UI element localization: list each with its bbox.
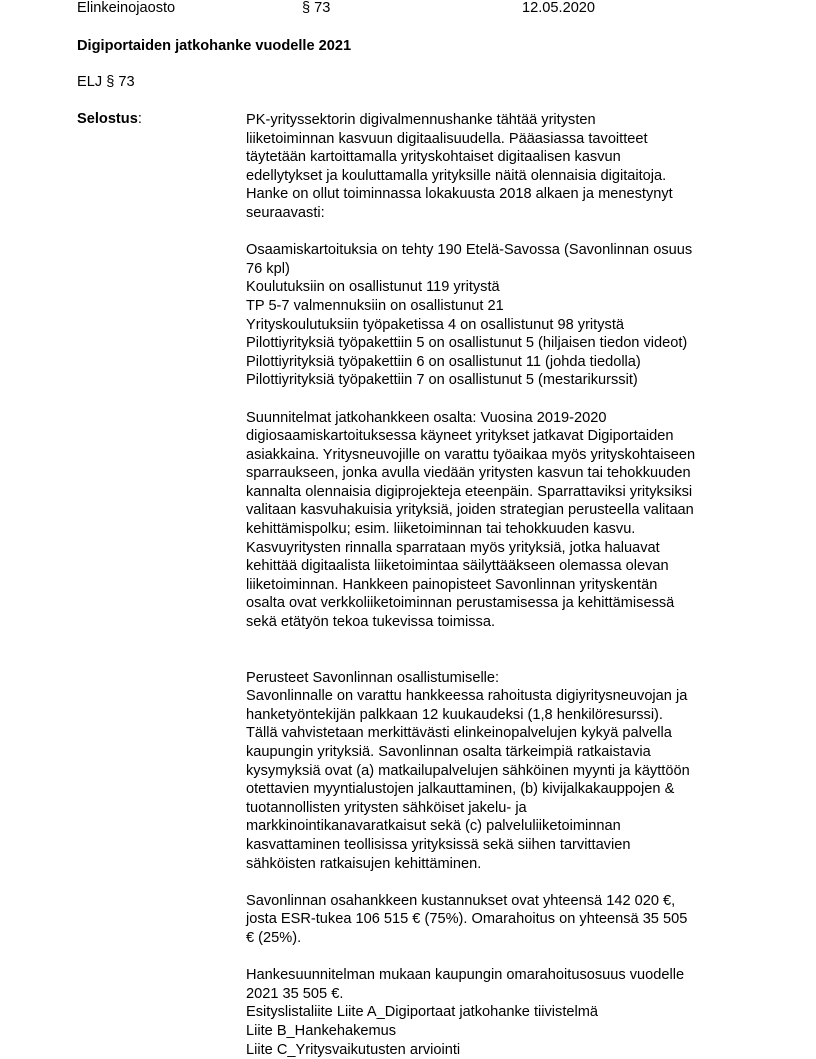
- plans-line: asiakkaina. Yritysneuvojille on varattu työaikaa myös yrityskohtaiseen: [246, 446, 786, 465]
- closing-paragraph: [246, 966, 786, 1059]
- meeting-date: 12.05.2020: [522, 0, 595, 16]
- grounds-line: kaupungin yrityksiä. Savonlinnan osalta tärkeimpiä ratkaistavia: [246, 743, 786, 762]
- plans-line: kannalta olennaisia digiprojekteja eteenpäin. Sparrattaviksi yrityksiksi: [246, 483, 786, 502]
- grounds-line: Tällä vahvistetaan merkittävästi elinkeinopalvelujen kykyä palvella: [246, 724, 786, 743]
- results-line: Pilottiyrityksiä työpakettiin 7 on osallistunut 5 (mestarikurssit): [246, 371, 786, 390]
- attachment-line: Liite B_Hankehakemus: [246, 1022, 786, 1041]
- intro-line: PK-yrityssektorin digivalmennushanke tähtää yritysten: [246, 111, 786, 130]
- intro-line: edellytykset ja kouluttamalla yrityksille näitä olennaisia digitaitoja.: [246, 167, 786, 186]
- results-line: TP 5-7 valmennuksiin on osallistunut 21: [246, 297, 786, 316]
- section-label-text: Selostus: [77, 111, 138, 127]
- grounds-line: kysymyksiä ovat (a) matkailupalvelujen sähköinen myynti ja käyttöön: [246, 762, 786, 781]
- grounds-line: tuotannollisten yritysten sähköiset jakelu- ja: [246, 799, 786, 818]
- costs-paragraph: [246, 892, 786, 948]
- grounds-line: kasvattaminen teollisissa yrityksissä sekä siihen tarvittavien: [246, 836, 786, 855]
- attachment-line: Liite C_Yritysvaikutusten arviointi: [246, 1041, 786, 1059]
- results-line: Koulutuksiin on osallistunut 119 yritystä: [246, 278, 786, 297]
- plans-line: Kasvuyritysten rinnalla sparrataan myös yrityksiä, jotka haluavat: [246, 539, 786, 558]
- intro-line: täytetään kartoittamalla yrityskohtaiset digitaalisen kasvun: [246, 148, 786, 167]
- intro-line: liiketoiminnan kasvuun digitaalisuudella. Pääasiassa tavoitteet: [246, 130, 786, 149]
- results-line: Yrityskoulutuksiin työpaketissa 4 on osallistunut 98 yritystä: [246, 316, 786, 335]
- intro-line: Hanke on ollut toiminnassa lokakuusta 2018 alkaen ja menestynyt: [246, 185, 786, 204]
- attachment-line: Esityslistaliite Liite A_Digiportaat jatkohanke tiivistelmä: [246, 1003, 786, 1022]
- plans-line: valitaan kasvuhakuisia yrityksiä, joiden strategian perusteella valitaan: [246, 501, 786, 520]
- plans-line: kehittämispolku; esim. liiketoiminnan tai tehokkuuden kasvu.: [246, 520, 786, 539]
- grounds-line: markkinointikanavaratkaisut sekä (c) palveluliiketoiminnan: [246, 817, 786, 836]
- plans-paragraph: [246, 409, 786, 632]
- intro-line: seuraavasti:: [246, 204, 786, 223]
- grounds-paragraph: [246, 669, 786, 874]
- statement-body: [246, 111, 786, 1059]
- section-label: [77, 111, 142, 127]
- costs-line: € (25%).: [246, 929, 786, 948]
- grounds-line: Perusteet Savonlinnan osallistumiselle:: [246, 669, 786, 688]
- committee-name: Elinkeinojaosto: [77, 0, 175, 16]
- costs-line: Savonlinnan osahankkeen kustannukset ovat yhteensä 142 020 €,: [246, 892, 786, 911]
- closing-line: Hankesuunnitelman mukaan kaupungin omarahoitusosuus vuodelle: [246, 966, 786, 985]
- results-line: Pilottiyrityksiä työpakettiin 6 on osallistunut 11 (johda tiedolla): [246, 353, 786, 372]
- grounds-line: hanketyöntekijän palkkaan 12 kuukaudeksi (1,8 henkilöresurssi).: [246, 706, 786, 725]
- results-list: [246, 241, 786, 390]
- section-number: § 73: [302, 0, 330, 16]
- plans-line: digiosaamiskartoituksessa käyneet yritykset jatkavat Digiportaiden: [246, 427, 786, 446]
- plans-line: Suunnitelmat jatkohankkeen osalta: Vuosina 2019-2020: [246, 409, 786, 428]
- reference-number: ELJ § 73: [77, 74, 135, 90]
- results-line: Pilottiyrityksiä työpakettiin 5 on osallistunut 5 (hiljaisen tiedon videot): [246, 334, 786, 353]
- page-title: Digiportaiden jatkohanke vuodelle 2021: [77, 38, 351, 54]
- closing-line: 2021 35 505 €.: [246, 985, 786, 1004]
- section-label-colon: :: [138, 111, 142, 127]
- grounds-line: Savonlinnalle on varattu hankkeessa rahoitusta digiyritysneuvojan ja: [246, 687, 786, 706]
- intro-paragraph: [246, 111, 786, 223]
- plans-line: sekä etätyön tekoa tukevissa toimissa.: [246, 613, 786, 632]
- plans-line: osalta ovat verkkoliiketoiminnan perustamisessa ja kehittämisessä: [246, 594, 786, 613]
- results-line: Osaamiskartoituksia on tehty 190 Etelä-Savossa (Savonlinnan osuus: [246, 241, 786, 260]
- plans-line: kehittää digitaalista liiketoimintaa säilyttääkseen olemassa olevan: [246, 557, 786, 576]
- results-line: 76 kpl): [246, 260, 786, 279]
- grounds-line: otettavien myyntialustojen jalkauttaminen, (b) kivijalkakauppojen &: [246, 780, 786, 799]
- plans-line: liiketoiminnan. Hankkeen painopisteet Savonlinnan yrityskentän: [246, 576, 786, 595]
- grounds-line: sähköisten ratkaisujen kehittäminen.: [246, 855, 786, 874]
- plans-line: sparraukseen, jonka avulla viedään yritysten kasvun tai tehokkuuden: [246, 464, 786, 483]
- costs-line: josta ESR-tukea 106 515 € (75%). Omarahoitus on yhteensä 35 505: [246, 910, 786, 929]
